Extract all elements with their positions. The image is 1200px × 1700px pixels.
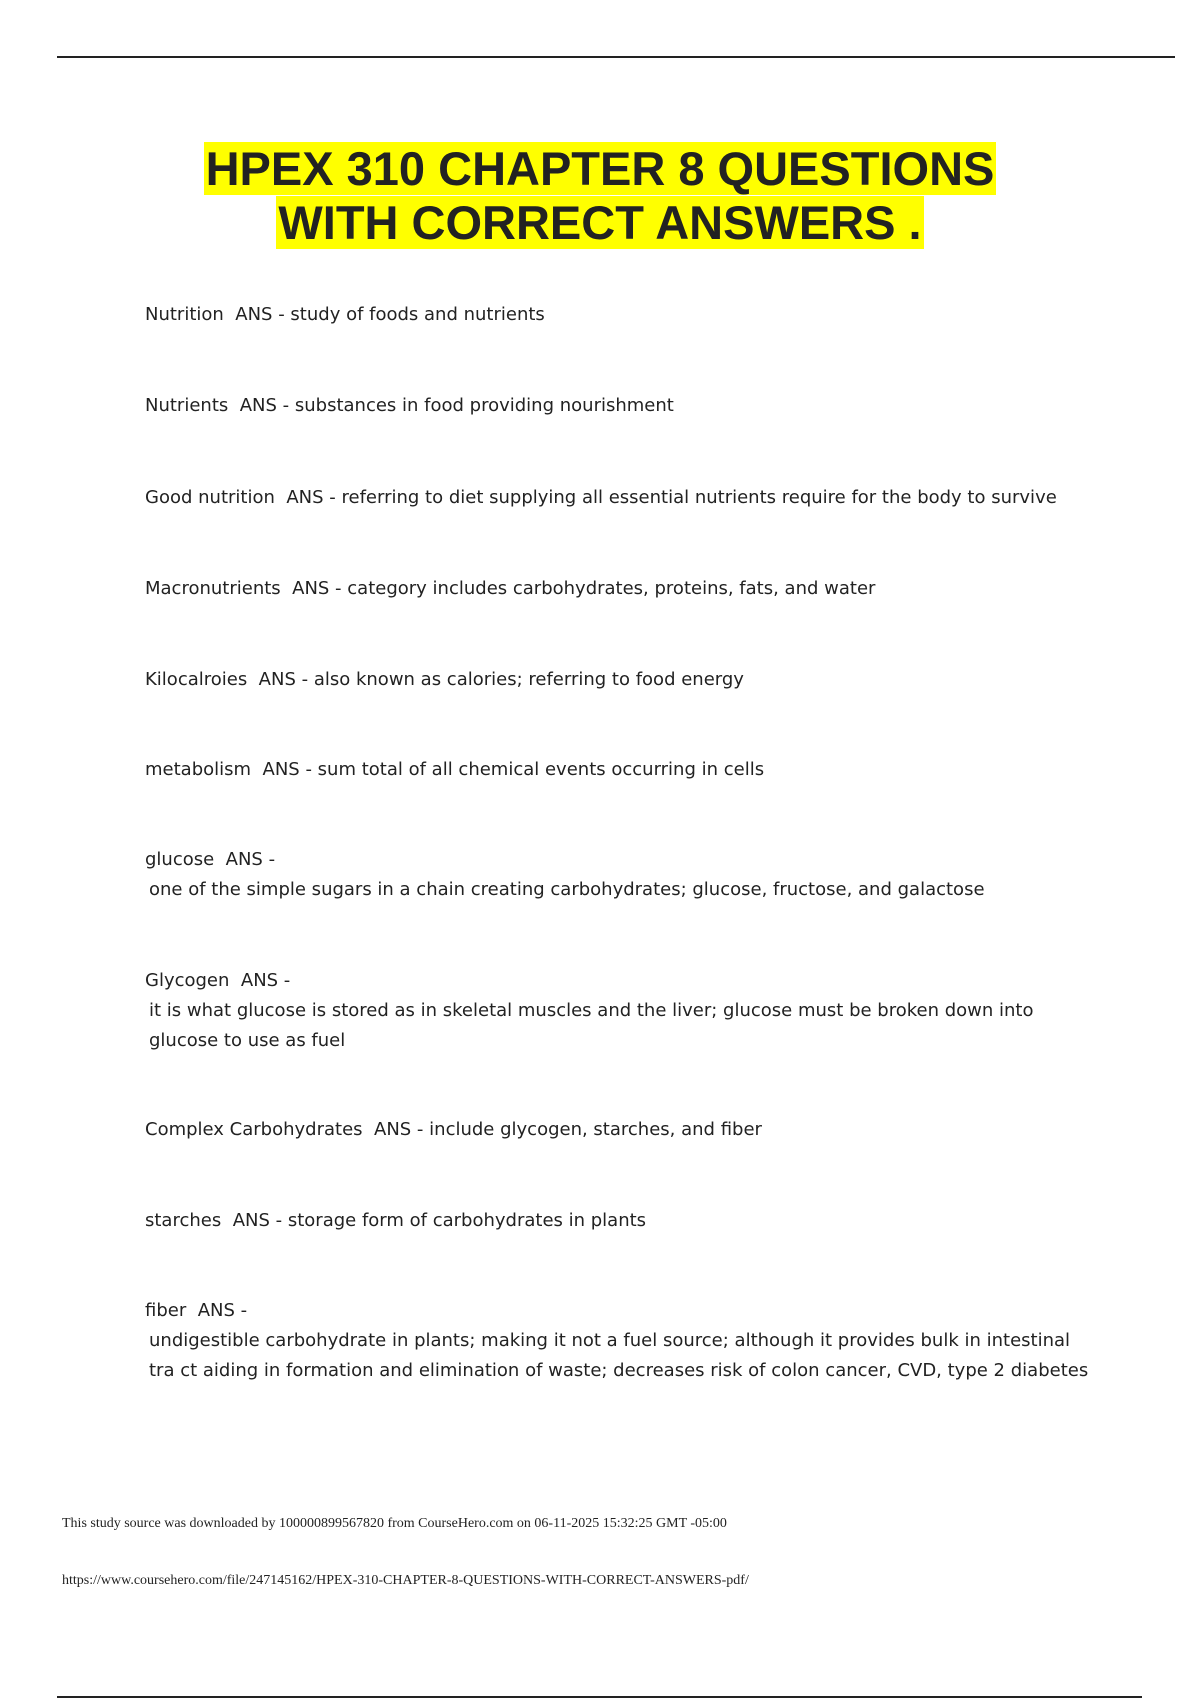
qa-separator: ANS - (232, 1210, 283, 1231)
title-line-2: WITH CORRECT ANSWERS . (278, 196, 922, 249)
qa-term: Complex Carbohydrates (145, 1119, 363, 1140)
qa-answer: one of the simple sugars in a chain creating carbohydrates; glucose, fructose, and galactose (149, 879, 985, 900)
qa-term: starches (145, 1210, 222, 1231)
qa-separator: ANS - (262, 759, 312, 780)
qa-separator: ANS - (197, 1300, 248, 1321)
bottom-divider (57, 1696, 1142, 1698)
qa-item-nutrients (145, 391, 1095, 421)
download-notice: This study source was downloaded by 100000899567820 from CourseHero.com on 06-11-2025 15:32:25 GMT -05:00 (62, 1516, 727, 1531)
qa-answer: category includes carbohydrates, proteins, fats, and water (347, 578, 876, 599)
qa-term: fiber (145, 1300, 187, 1321)
top-divider (57, 56, 1175, 58)
qa-item-glycogen (145, 966, 1095, 1056)
qa-answer: study of foods and nutrients (290, 304, 545, 325)
qa-term: Kilocalroies (145, 669, 248, 690)
qa-term: Nutrition (145, 304, 224, 325)
qa-answer: storage form of carbohydrates in plants (287, 1210, 647, 1231)
qa-separator: ANS - (258, 669, 309, 690)
qa-answer: it is what glucose is stored as in skeletal muscles and the liver; glucose must be broken down into glucose to use as fuel (149, 1000, 1034, 1051)
qa-item-metabolism (145, 755, 1095, 785)
qa-separator: ANS - (239, 395, 290, 416)
qa-term: glucose (145, 849, 215, 870)
qa-item-macronutrients (145, 574, 1095, 604)
qa-item-good-nutrition (145, 483, 1095, 513)
qa-item-complex-carbohydrates (145, 1115, 1095, 1145)
qa-item-fiber (145, 1296, 1095, 1386)
qa-separator: ANS - (374, 1119, 424, 1140)
document-title (0, 142, 1200, 250)
qa-term: metabolism (145, 759, 252, 780)
qa-term: Good nutrition (145, 487, 275, 508)
qa-item-nutrition (145, 300, 1095, 330)
qa-item-kilocalories (145, 665, 1095, 695)
qa-term: Glycogen (145, 970, 230, 991)
qa-term: Macronutrients (145, 578, 281, 599)
qa-answer: also known as calories; referring to food energy (313, 669, 744, 690)
qa-separator: ANS - (225, 849, 276, 870)
qa-item-starches (145, 1206, 1095, 1236)
qa-separator: ANS - (235, 304, 285, 325)
qa-answer: referring to diet supplying all essential nutrients require for the body to survive (341, 487, 1057, 508)
qa-separator: ANS - (240, 970, 291, 991)
qa-term: Nutrients (145, 395, 229, 416)
qa-item-glucose (145, 845, 1095, 905)
qa-separator: ANS - (286, 487, 336, 508)
title-line-1: HPEX 310 CHAPTER 8 QUESTIONS (205, 142, 995, 195)
qa-answer: substances in food providing nourishment (294, 395, 674, 416)
qa-answer: undigestible carbohydrate in plants; making it not a fuel source; although it provides bulk in intestinal tra ct aiding in formation and elimination of waste; decreases risk of colon cancer, CVD, type 2 diabetes (149, 1330, 1089, 1381)
qa-answer: include glycogen, starches, and fiber (429, 1119, 762, 1140)
qa-answer: sum total of all chemical events occurring in cells (317, 759, 765, 780)
source-url[interactable]: https://www.coursehero.com/file/247145162/HPEX-310-CHAPTER-8-QUESTIONS-WITH-CORRECT-ANSWERS-pdf/ (62, 1573, 749, 1588)
qa-separator: ANS - (292, 578, 342, 599)
